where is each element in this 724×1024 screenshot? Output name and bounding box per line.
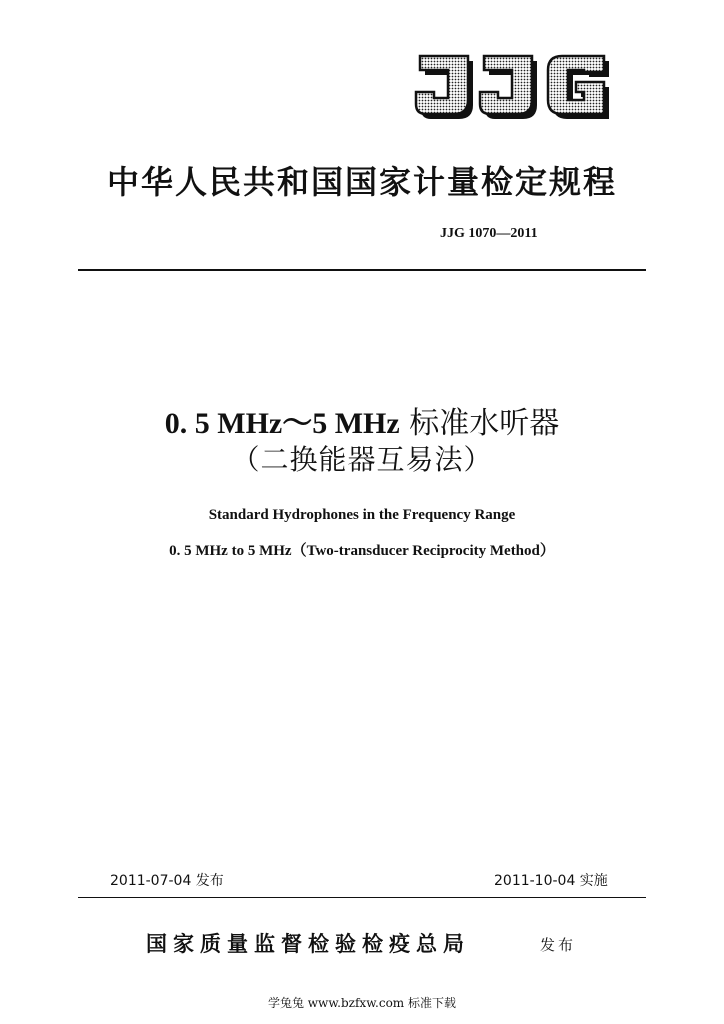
frequency-range: 0. 5 MHz～5 MHz — [164, 407, 400, 440]
publisher-suffix: 发布 — [540, 936, 577, 954]
publisher-name: 国家质量监督检验检疫总局 — [146, 931, 470, 956]
english-title-line-2: 0. 5 MHz to 5 MHz（Two-transducer Reciprocity Method） — [169, 543, 555, 559]
watermark-footer: 学兔兔 www.bzfxw.com 标准下载 — [267, 996, 457, 1010]
chinese-title-text: 标准水听器 — [409, 406, 560, 441]
regulation-series-title: 中华人民共和国国家计量检定规程 — [106, 163, 617, 201]
standard-number: JJG 1070—2011 — [440, 226, 538, 241]
jjg-logo — [412, 48, 612, 124]
implementation-date: 2011-10-04 实施 — [494, 873, 608, 889]
chinese-title-line-2: （二换能器互易法） — [231, 443, 493, 476]
top-divider — [78, 269, 646, 271]
issue-date: 2011-07-04 发布 — [110, 873, 224, 889]
chinese-title-line-1 — [0, 398, 724, 442]
bottom-divider — [78, 897, 646, 898]
english-title-line-1: Standard Hydrophones in the Frequency Range — [208, 507, 516, 523]
